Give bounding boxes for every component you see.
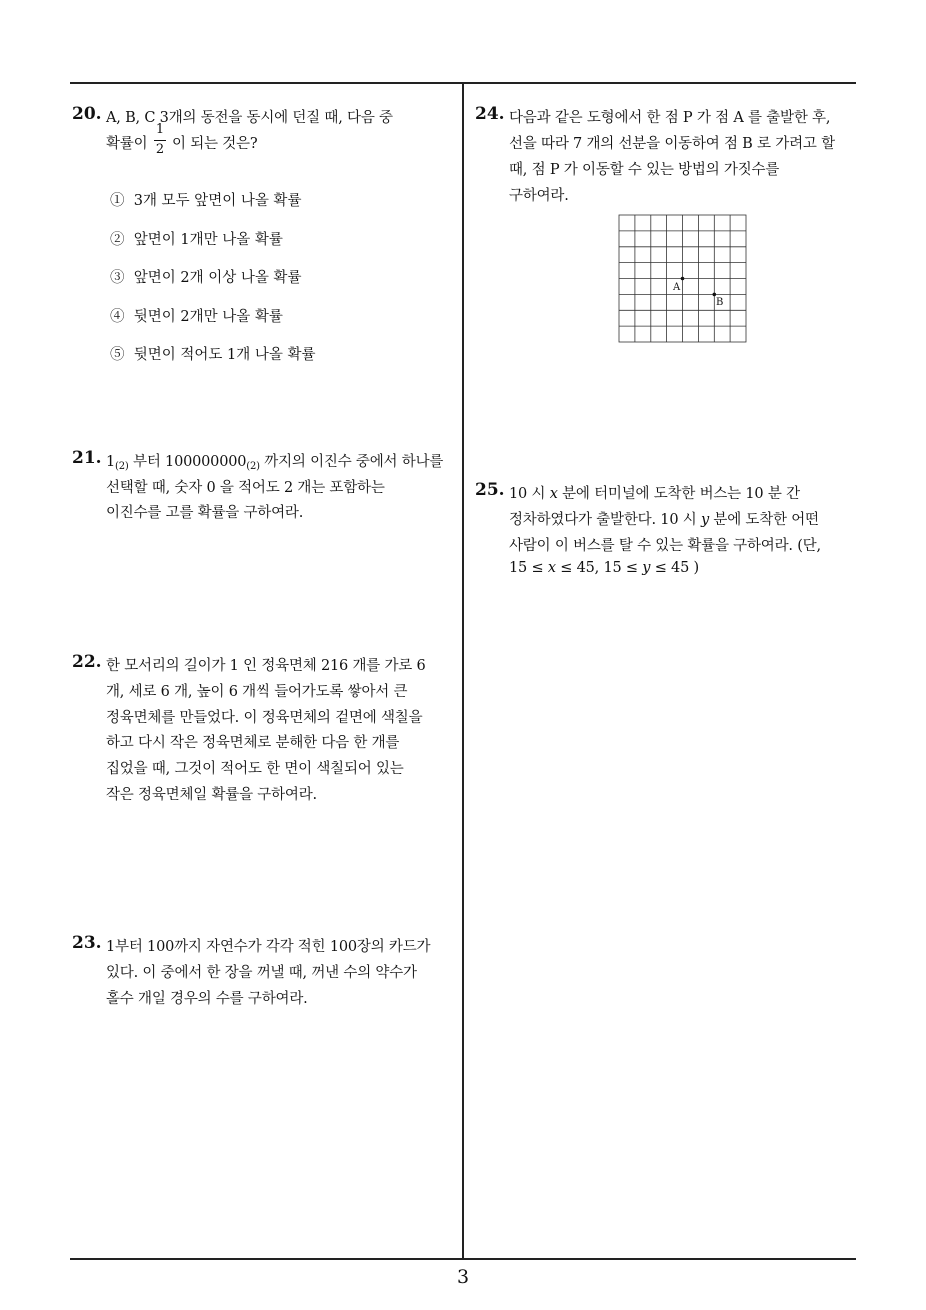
question-text: 이진수를 고를 확률을 구하여라. xyxy=(106,505,304,521)
question-number: 22. xyxy=(72,652,102,672)
question-text xyxy=(106,450,443,472)
question-text: 구하여라. xyxy=(509,188,569,204)
question-text: A, B, C 3개의 동전을 동시에 던질 때, 다음 중 xyxy=(106,110,393,126)
question-number: 20. xyxy=(72,104,102,124)
text-part: ≤ 45, 15 ≤ xyxy=(555,560,643,576)
option-1 xyxy=(110,189,301,210)
option-text: 앞면이 1개만 나올 확률 xyxy=(133,232,283,248)
subscript: (2) xyxy=(246,461,260,472)
question-text: 개, 세로 6 개, 높이 6 개씩 들어가도록 쌓아서 큰 xyxy=(106,684,408,700)
option-mark: ② xyxy=(110,232,125,248)
variable: x xyxy=(547,560,556,576)
option-text: 뒷면이 적어도 1개 나올 확률 xyxy=(133,347,316,363)
variable: x xyxy=(549,486,558,502)
question-number: 21. xyxy=(72,448,102,468)
question-text xyxy=(509,560,699,576)
option-text: 앞면이 2개 이상 나올 확률 xyxy=(133,270,302,286)
question-text: 정육면체를 만들었다. 이 정육면체의 겉면에 색칠을 xyxy=(106,710,423,726)
point-b-label: B xyxy=(716,297,724,308)
question-text: 있다. 이 중에서 한 장을 꺼낼 때, 꺼낸 수의 약수가 xyxy=(106,965,417,981)
option-mark: ③ xyxy=(110,270,125,286)
column-divider xyxy=(462,82,464,1259)
variable: y xyxy=(700,512,709,528)
page-number: 3 xyxy=(457,1266,470,1288)
subscript: (2) xyxy=(115,461,129,472)
text-part: 10 시 xyxy=(509,486,550,502)
option-mark: ① xyxy=(110,193,125,209)
question-number: 25. xyxy=(475,480,505,500)
fraction-bar xyxy=(154,140,166,141)
question-number: 24. xyxy=(475,104,505,124)
question-text-suffix: 이 되는 것은? xyxy=(172,136,258,152)
question-text: 집었을 때, 그것이 적어도 한 면이 색칠되어 있는 xyxy=(106,761,404,777)
text-part: ≤ 45 ) xyxy=(650,560,699,576)
question-text: 하고 다시 작은 정육면체로 분해한 다음 한 개를 xyxy=(106,735,400,751)
question-text: 사람이 이 버스를 탈 수 있는 확률을 구하여라. (단, xyxy=(509,538,821,554)
question-text: 작은 정육면체일 확률을 구하여라. xyxy=(106,787,317,803)
question-text xyxy=(509,482,800,503)
fraction-denominator: 2 xyxy=(155,142,165,157)
question-number: 23. xyxy=(72,933,102,953)
option-4 xyxy=(110,305,283,326)
option-text: 뒷면이 2개만 나올 확률 xyxy=(133,309,283,325)
question-text: 다음과 같은 도형에서 한 점 P 가 점 A 를 출발한 후, xyxy=(509,110,831,126)
question-text xyxy=(509,508,819,529)
text-part: 분에 터미널에 도착한 버스는 10 분 간 xyxy=(557,486,800,502)
option-mark: ④ xyxy=(110,309,125,325)
question-text: 홀수 개일 경우의 수를 구하여라. xyxy=(106,991,308,1007)
option-5 xyxy=(110,343,315,364)
text-part: 1 xyxy=(106,454,116,470)
question-text: 1부터 100까지 자연수가 각각 적힌 100장의 카드가 xyxy=(106,939,431,955)
option-mark: ⑤ xyxy=(110,347,125,363)
text-part: 15 ≤ xyxy=(509,560,548,576)
option-2 xyxy=(110,228,283,249)
point-b-dot xyxy=(713,293,717,297)
point-a-dot xyxy=(681,277,685,281)
variable: y xyxy=(642,560,651,576)
text-part: 부터 100000000 xyxy=(128,454,247,470)
option-text: 3개 모두 앞면이 나올 확률 xyxy=(133,193,302,209)
question-text-prefix: 확률이 xyxy=(106,136,148,152)
text-part: 분에 도착한 어떤 xyxy=(708,512,819,528)
text-part: 까지의 이진수 중에서 하나를 xyxy=(259,454,444,470)
question-text: 선을 따라 7 개의 선분을 이동하여 점 B 로 가려고 할 xyxy=(509,136,835,152)
option-3 xyxy=(110,266,301,287)
point-a-label: A xyxy=(673,282,681,293)
question-text: 때, 점 P 가 이동할 수 있는 방법의 가짓수를 xyxy=(509,162,780,178)
grid-figure xyxy=(618,214,748,344)
fraction-numerator: 1 xyxy=(155,122,165,137)
question-text: 선택할 때, 숫자 0 을 적어도 2 개는 포함하는 xyxy=(106,480,385,496)
question-text: 한 모서리의 길이가 1 인 정육면체 216 개를 가로 6 xyxy=(106,658,426,674)
text-part: 정차하였다가 출발한다. 10 시 xyxy=(509,512,701,528)
